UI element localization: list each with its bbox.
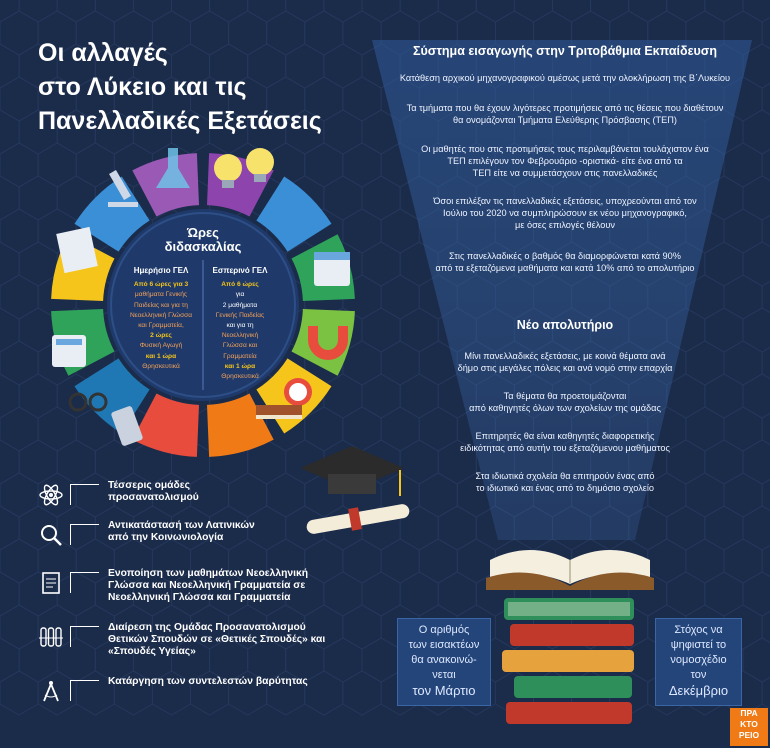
calendar-icon [314,252,350,286]
hours-line: 2 ώρες [150,332,172,340]
box-line: τον [690,669,707,681]
hours-line: Από 6 ώρες [221,281,259,289]
text-line: «Σπουδές Υγείας» [108,646,196,657]
diploma-paragraph-2 [375,390,755,414]
text-line: Ενοποίηση των μαθημάτων Νεοελληνική [108,568,308,579]
change-text [108,676,408,688]
bracket-connector [70,484,99,505]
diploma-paragraph-3 [375,430,755,454]
box-line: νομοσχέδιο [670,654,727,666]
change-text [108,622,408,658]
text-line: από την Κοινωνιολογία [108,532,224,543]
text-line: ΤΕΠ είτε να συμμετάσχουν στις πανελλαδικές [472,168,658,178]
day-school-title: Ημερήσιο ΓΕΛ [133,266,189,275]
hours-line: Νεοελληνική Γλώσσα [129,311,193,319]
text-line: Επιτηρητές θα είναι καθηγητές διαφορετικής [475,431,655,441]
hours-line: Θρησκευτικά [142,362,180,370]
change-text [108,568,408,604]
hours-line: Γραμματεία [223,352,257,360]
diploma-paragraph-4 [375,470,755,494]
text-line: Τα τμήματα που θα έχουν λιγότερες προτιμήσεις από τις θέσεις που διαθέτουν [406,103,724,113]
announcement-lines [398,619,490,698]
hours-line: Γενικής Παιδείας [215,311,265,319]
box-line: Ο αριθμός [418,624,470,636]
box-line: Δεκέμβριο [668,683,729,698]
system-paragraph-4 [375,195,755,231]
diploma-heading: Νέο απολυτήριο [516,318,614,332]
box-line: Στόχος να [674,624,723,636]
text-line: Οι μαθητές που στις προτιμήσεις τους περιλαμβάνεται τουλάχιστον ένα [421,144,709,154]
ring-segment [132,394,199,457]
night-school-lines [206,280,274,382]
bracket-connector [70,626,99,647]
hours-line: και 1 ώρα [145,352,177,360]
text-line: προσανατολισμού [108,492,199,503]
title-line-1: Οι αλλαγές [38,39,168,67]
hours-line: και για τη [226,322,254,330]
hours-line: μαθήματα Γενικής [134,291,188,299]
magnifier-icon [38,522,64,548]
night-school-block [206,266,274,382]
text-line: Στις πανελλαδικές ο βαθμός θα διαμορφώνεται κατά 90% [449,251,681,261]
bracket-connector [70,680,99,701]
logo [730,708,768,746]
document-icon [38,570,64,596]
diploma-paragraph-1 [375,350,755,374]
text-line: Αντικατάστασή των Λατινικών [108,520,255,531]
night-school-title: Εσπερινό ΓΕΛ [212,266,268,275]
text-line: Κατάργηση των συντελεστών βαρύτητας [108,676,308,687]
vote-target-box [655,618,742,706]
box-line: τον Μάρτιο [412,683,476,698]
text-line: Τέσσερις ομάδες [108,480,190,491]
announcement-box [397,618,491,706]
calculator-icon [52,335,86,367]
logo-line: ΚΤΟ [740,719,758,729]
hours-line: Θρησκευτικά [221,373,259,381]
ring-segment [207,394,274,457]
system-paragraph-3 [375,143,755,179]
hours-line: και 1 ώρα [224,362,256,370]
box-line: των εισακτέων [408,639,480,651]
change-text [108,480,408,504]
text-line: ΤΕΠ επιλέγουν τον Φεβρουάριο -οριστικά- είτε ένα από τα [447,156,683,166]
text-line: Γλώσσα και Νεοελληνική Γραμματεία σε [108,580,306,591]
hours-line: Νεοελληνική [221,332,259,340]
hours-line: Παιδείας και για τη [134,301,188,309]
compass-icon [38,678,64,704]
text-line: με όσες επιλογές θέλουν [515,220,615,230]
text-line: από καθηγητές όλων των σχολείων της ομάδας [469,403,661,413]
text-line: Διαίρεση της Ομάδας Προσανατολισμού [108,622,306,633]
test-tubes-icon [38,624,64,650]
text-line: δήμο στις μεγάλες πόλεις και ανά νομό στην επαρχία [457,363,673,373]
phone-icon [111,405,144,446]
hours-line: Γλώσσα και [222,342,258,350]
text-line: Στα ιδιωτικά σχολεία θα επιτηρούν ένας από [475,471,655,481]
atom-icon [38,482,64,508]
hours-line: και Γραμματεία, [138,322,184,330]
logo-line: ΡΕΙΟ [738,730,760,740]
logo-line: ΠΡΑ [740,708,758,718]
text-line: Όσοι επιλέξαν τις πανελλαδικές εξετάσεις, υποχρεούνται από τον [433,196,697,206]
page-title [38,36,368,138]
book-stack-icon [480,520,660,745]
system-heading: Σύστημα εισαγωγής στην Τριτοβάθμια Εκπαίδευση [413,44,717,58]
text-line: θα ονομάζονται Τμήματα Ελεύθερης Πρόσβασης (ΤΕΠ) [453,115,677,125]
hours-heading [133,226,273,254]
text-line: Ώρες [187,225,219,240]
subjects-ring [38,140,368,470]
title-line-3: Πανελλαδικές Εξετάσεις [38,107,322,135]
system-paragraph-2 [375,102,755,126]
text-line: διδασκαλίας [164,239,242,254]
alarm-clock-icon [284,378,312,406]
hours-line: 2 μαθήματα [222,301,258,309]
text-line: Μίνι πανελλαδικές εξετάσεις, με κοινά θέματα ανά [464,351,666,361]
text-line: ειδικότητας από αυτήν του εξεταζόμενου μαθήματος [460,443,670,453]
change-text [108,520,408,544]
text-line: Τα θέματα θα προετοιμάζονται [503,391,627,401]
hours-line: για [235,291,245,299]
text-line: Ιούλιο του 2020 να συμπληρώσουν εκ νέου μηχανογραφικό, [443,208,687,218]
box-line: νεται [432,669,456,681]
system-paragraph-1 [375,72,755,84]
day-school-block [122,266,200,372]
title-line-2: στο Λύκειο και τις [38,73,247,101]
day-school-lines [122,280,200,372]
bracket-connector [70,524,99,545]
bracket-connector [70,572,99,593]
system-paragraph-5 [375,250,755,274]
vote-target-lines [656,619,741,698]
text-line: από τα εξεταζόμενα μαθήματα και κατά 10% από το απολυτήριο [435,263,695,273]
text-line: Θετικών Σπουδών σε «Θετικές Σπουδές» και [108,634,326,645]
hours-line: Φυσική Αγωγή [139,342,183,350]
box-line: ψηφιστεί το [670,639,727,651]
hours-line: Από 6 ώρες για 3 [133,281,189,289]
text-line: το ιδιωτικό και ένας από το δημόσιο σχολείο [475,483,655,493]
box-line: θα ανακοινώ- [411,654,477,666]
text-line: Νεοελληνική Γλώσσα και Γραμματεία [108,592,291,603]
text-line: Κατάθεση αρχικού μηχανογραφικού αμέσως μετά την ολοκλήρωση της Β΄Λυκείου [399,73,731,83]
book-icon [256,405,302,419]
